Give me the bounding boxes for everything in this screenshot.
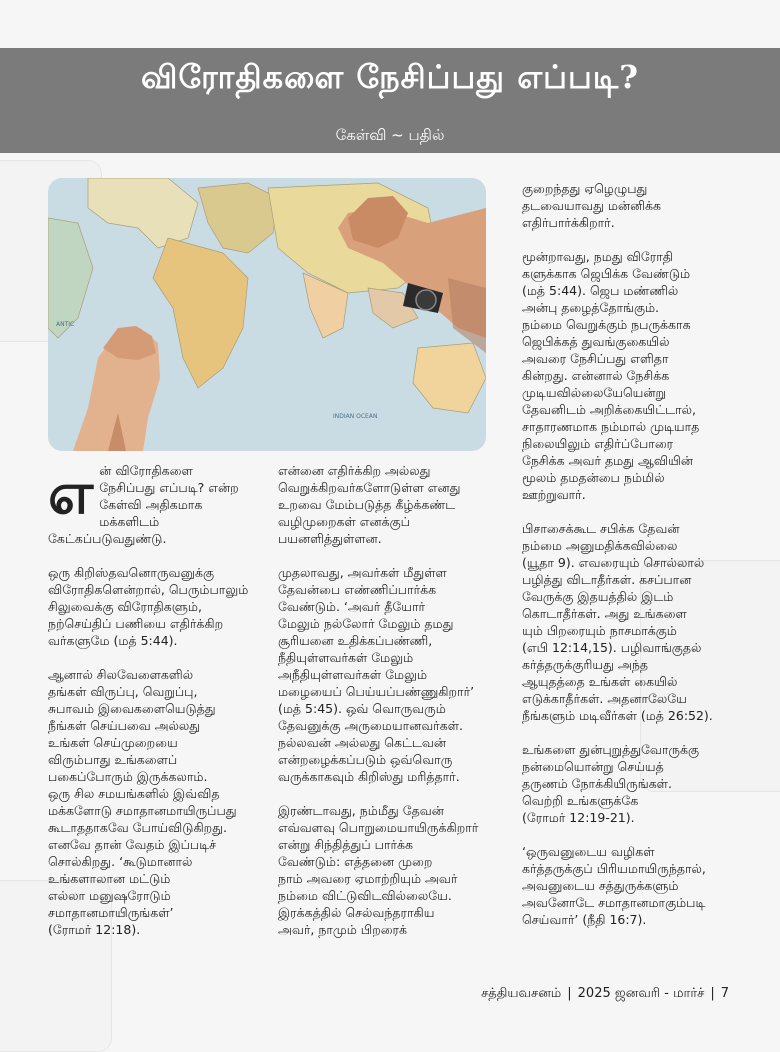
drop-cap: எ — [48, 459, 94, 527]
paragraph: இரண்டாவது, நம்மீது தேவன் எவ்வளவு பொறுமையாயிருக்கிறார் என்று சிந்தித்துப் பார்க்க வேண்டும்: எத்தனை முறை நாம் அவரை ஏமாற்றியும் அவர் நம்மை விட்டுவிடவில்லையே. இரக்கத்தில் செல்வந்தராகிய அவர், நாமும் பிறரைக் — [278, 803, 479, 937]
paragraph: ‘ஒருவனுடைய வழிகள் கர்த்தருக்குப் பிரியமாயிருந்தால், அவனுடைய சத்துருக்களும் அவனோடே சமாதானமாகும்படி செய்வார்’ (நீதி 16:7). — [522, 844, 706, 927]
article-photo — [48, 178, 486, 451]
paragraph: உங்களை துன்புறுத்துவோருக்கு நன்மையொன்று செய்யத் தருணம் நோக்கியிருங்கள். வெற்றி உங்களுக்கே (ரோமர் 12:19-21). — [522, 742, 700, 825]
paragraph: ஒரு கிறிஸ்தவனொருவனுக்கு விரோதிகளென்றால், பெரும்பாலும் சிலுவைக்கு விரோதிகளும், நற்செய்திப் பணியை எதிர்க்கிற வர்களுமே (மத் 5:44). — [48, 565, 249, 648]
article-column-1 — [48, 459, 263, 955]
article-column-3 — [522, 180, 737, 945]
footer-separator: | — [710, 986, 715, 1001]
title-banner — [0, 48, 780, 153]
paragraph: முதலாவது, அவர்கள் மீதுள்ள தேவன்பை எண்ணிப்பார்க்க வேண்டும். ‘அவர் தீயோர் மேலும் நல்லோர் மேலும் தமது சூரியனை உதிக்கப்பண்ணி, நீதியுள்ளவர்கள் மேலும் அநீதியுள்ளவர்கள் மேலும் மழையைப் பெய்யப்பண்ணுகிறார்’ (மத் 5:45). ஒவ் வொருவரும் தேவனுக்கு அருமையானவர்கள். நல்லவன் அல்லது கெட்டவன் என்றழைக்கப்படும் ஒவ்வொரு வருக்காகவும் கிறிஸ்து மரித்தார். — [278, 565, 475, 784]
page-subtitle: கேள்வி ~ பதில் — [335, 126, 445, 144]
paragraph: குறைந்தது ஏழெழுபது தடவையாவது மன்னிக்க எதிர்பார்க்கிறார். — [522, 181, 662, 230]
paragraph: ன் விரோதிகளை நேசிப்பது எப்படி? என்ற கேள்வி அதிகமாக மக்களிடம் கேட்கப்படுவதுண்டு. — [48, 463, 239, 546]
ocean-label-left: ANTIC — [56, 321, 75, 328]
page-title: விரோதிகளை நேசிப்பது எப்படி? — [141, 58, 639, 96]
paragraph: மூன்றாவது, நமது விரோதி களுக்காக ஜெபிக்க வேண்டும் (மத் 5:44). ஜெப மண்ணில் அன்பு தழைத்தோங்கும். நம்மை வெறுக்கும் நபருக்காக ஜெபிக்கத் துவங்குகையில் அவரை நேசிப்பது எளிதா கின்றது. என்னால் நேசிக்க முடியவில்லையேயென்று தேவனிடம் அறிக்கையிட்டால், சாதாரணமாக நம்மால் முடியாத நிலையிலும் எதிர்ப்போரை நேசிக்க அவர் தமது ஆவியின் மூலம் தமதன்பை நம்மில் ஊற்றுவார். — [522, 249, 700, 502]
footer-separator: | — [567, 986, 572, 1001]
world-map-hands-illustration — [48, 178, 486, 451]
page-number: 7 — [720, 986, 729, 1001]
paragraph: பிசாசைக்கூட சபிக்க தேவன் நம்மை அனுமதிக்கவில்லை (யூதா 9). எவரையும் சொல்லால் பழித்து விடாதீர்கள். கசப்பான வேருக்கு இதயத்தில் இடம் கொடாதீர்கள். அது உங்களை யும் பிறரையும் நாசமாக்கும் (எபி 12:14,15). பழிவாங்குதல் கர்த்தருக்குரியது அந்த ஆயுதத்தை உங்கள் கையில் எடுக்காதீர்கள். அதனாலேயே நீங்களும் மடிவீர்கள் (மத் 26:52). — [522, 521, 713, 723]
ocean-label-right: INDIAN OCEAN — [333, 413, 378, 420]
article-column-2 — [278, 462, 493, 955]
paragraph: என்னை எதிர்க்கிற அல்லது வெறுக்கிறவர்களோடுள்ள எனது உறவை மேம்படுத்த கீழ்க்கண்ட வழிமுறைகள் எனக்குப் பயனளித்துள்ளன. — [278, 463, 461, 546]
page-footer — [478, 986, 732, 1002]
issue-date: 2025 ஜனவரி - மார்ச் — [577, 986, 705, 1001]
paragraph: ஆனால் சிலவேளைகளில் தங்கள் விருப்பு, வெறுப்பு, சுபாவம் இவைகளையெடுத்து நீங்கள் செய்பவை அல்லது உங்கள் செய்முறையை விரும்பாது உங்களைப் பகைப்போரும் இருக்கலாம். ஒரு சில சமயங்களில் இவ்வித மக்களோடு சமாதானமாயிருப்பது கூடாததாகவே போய்விடுகிறது. எனவே தான் வேதம் இப்படிச் சொல்கிறது. ‘கூடுமானால் உங்களாலான மட்டும் எல்லா மனுஷரோடும் சமாதானமாயிருங்கள்’ (ரோமர் 12:18). — [48, 667, 237, 937]
magazine-name: சத்தியவசனம் — [481, 986, 562, 1001]
